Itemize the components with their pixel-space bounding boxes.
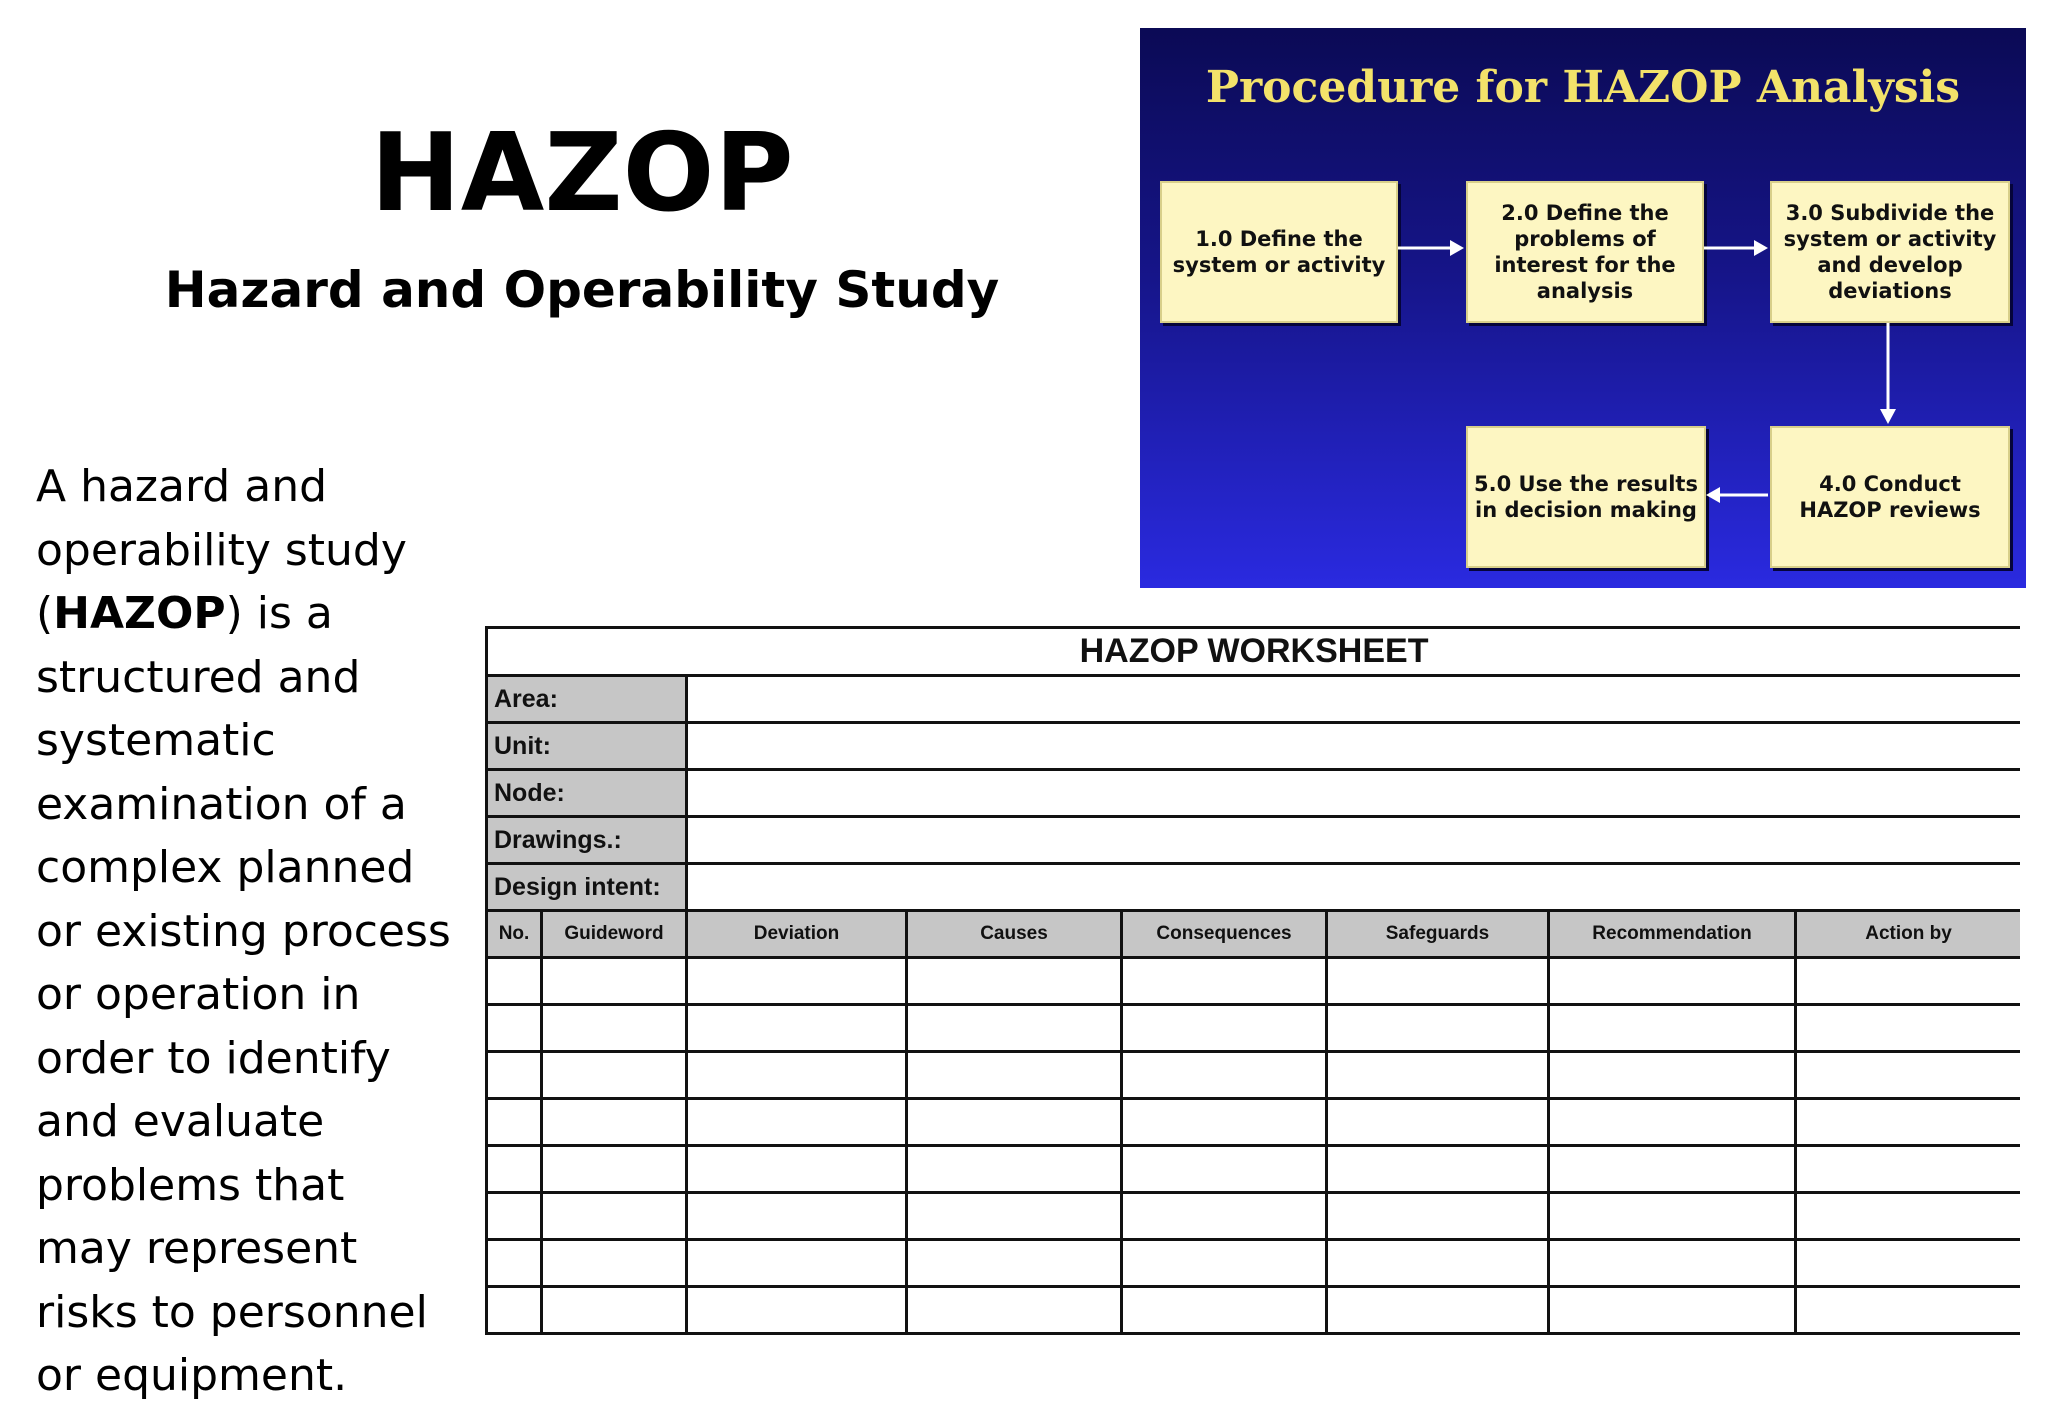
table-cell[interactable] (1327, 1240, 1549, 1287)
table-cell[interactable] (542, 958, 687, 1005)
design-intent-label: Design intent: (487, 864, 687, 911)
description-line: (HAZOP) is a (36, 588, 333, 639)
table-cell[interactable] (487, 1240, 542, 1287)
step-1-text: 1.0 Define the system or activity (1172, 227, 1386, 277)
table-cell[interactable] (1549, 1005, 1796, 1052)
column-header-causes: Causes (907, 911, 1122, 958)
procedure-panel (1140, 28, 2026, 588)
table-cell[interactable] (907, 1052, 1122, 1099)
column-header-guideword: Guideword (542, 911, 687, 958)
table-cell[interactable] (907, 1005, 1122, 1052)
step-4-text: 4.0 Conduct HAZOP reviews (1799, 472, 1981, 522)
table-cell[interactable] (687, 1193, 907, 1240)
step-5-text: 5.0 Use the results in decision making (1474, 472, 1698, 522)
table-cell[interactable] (907, 1240, 1122, 1287)
table-cell[interactable] (1549, 1099, 1796, 1146)
worksheet-table (485, 626, 2020, 1335)
table-cell[interactable] (907, 1146, 1122, 1193)
table-cell[interactable] (687, 1005, 907, 1052)
procedure-title: Procedure for HAZOP Analysis (1205, 62, 1961, 113)
table-cell[interactable] (1796, 1287, 2021, 1334)
table-row (487, 1052, 2021, 1099)
table-cell[interactable] (1549, 1193, 1796, 1240)
description-line: order to identify (36, 1032, 391, 1084)
table-row (487, 1005, 2021, 1052)
step-3-text: 3.0 Subdivide the system or activity and develop deviations (1783, 201, 1997, 303)
table-cell[interactable] (542, 1146, 687, 1193)
table-cell[interactable] (1327, 1193, 1549, 1240)
table-cell[interactable] (1122, 1052, 1327, 1099)
table-cell[interactable] (542, 1005, 687, 1052)
unit-field[interactable] (687, 723, 2021, 770)
column-header-consequences: Consequences (1122, 911, 1327, 958)
arrow-right-icon (1704, 236, 1768, 260)
arrow-down-icon (1876, 323, 1900, 424)
table-row (487, 1193, 2021, 1240)
table-cell[interactable] (1122, 1287, 1327, 1334)
page-subtitle: Hazard and Operability Study (164, 261, 1000, 319)
description-line: problems that (36, 1159, 345, 1211)
step-4-box (1770, 426, 2010, 568)
drawings-label: Drawings.: (487, 817, 687, 864)
table-cell[interactable] (1549, 1287, 1796, 1334)
description-line: complex planned (36, 842, 415, 893)
description-line: and evaluate (36, 1096, 325, 1147)
table-cell[interactable] (687, 958, 907, 1005)
description-line: operability study (36, 524, 407, 576)
description-line: may represent (36, 1223, 358, 1274)
hazop-worksheet (485, 626, 2020, 1356)
table-cell[interactable] (1122, 1240, 1327, 1287)
table-cell[interactable] (687, 1240, 907, 1287)
step-3-box (1770, 181, 2010, 323)
table-cell[interactable] (487, 1193, 542, 1240)
table-cell[interactable] (1122, 1193, 1327, 1240)
table-cell[interactable] (1796, 958, 2021, 1005)
table-cell[interactable] (542, 1052, 687, 1099)
table-cell[interactable] (542, 1193, 687, 1240)
column-header-no: No. (487, 911, 542, 958)
description-line: systematic (36, 715, 276, 766)
table-cell[interactable] (1122, 1146, 1327, 1193)
description-line: risks to personnel (36, 1286, 428, 1338)
worksheet-title: HAZOP WORKSHEET (487, 628, 2021, 676)
table-cell[interactable] (487, 1005, 542, 1052)
design-intent-field[interactable] (687, 864, 2021, 911)
area-label: Area: (487, 676, 687, 723)
worksheet-rows (487, 958, 2021, 1334)
step-1-box (1160, 181, 1398, 323)
table-cell[interactable] (1122, 1099, 1327, 1146)
table-cell[interactable] (907, 958, 1122, 1005)
table-cell[interactable] (907, 1099, 1122, 1146)
column-header-recommendation: Recommendation (1549, 911, 1796, 958)
arrow-left-icon (1706, 483, 1768, 507)
table-cell[interactable] (1549, 958, 1796, 1005)
table-cell[interactable] (487, 1287, 542, 1334)
page-title: HAZOP (370, 111, 794, 236)
table-row (487, 1099, 2021, 1146)
table-cell[interactable] (1549, 1146, 1796, 1193)
table-cell[interactable] (487, 958, 542, 1005)
table-cell[interactable] (487, 1099, 542, 1146)
table-cell[interactable] (1796, 1146, 2021, 1193)
table-cell[interactable] (487, 1146, 542, 1193)
description-line: or operation in (36, 969, 361, 1020)
description-line: or equipment. (36, 1350, 348, 1401)
table-row (487, 958, 2021, 1005)
table-cell[interactable] (687, 1099, 907, 1146)
hazop-bold-term: HAZOP (53, 588, 226, 639)
table-cell[interactable] (687, 1146, 907, 1193)
table-cell[interactable] (1796, 1099, 2021, 1146)
description-line: examination of a (36, 778, 407, 830)
description-line: A hazard and (36, 461, 328, 512)
table-cell[interactable] (1796, 1193, 2021, 1240)
table-cell[interactable] (907, 1287, 1122, 1334)
table-cell[interactable] (1796, 1240, 2021, 1287)
table-cell[interactable] (1327, 1287, 1549, 1334)
description-line: or existing process (36, 905, 451, 957)
table-row (487, 1146, 2021, 1193)
area-field[interactable] (687, 676, 2021, 723)
table-cell[interactable] (542, 1099, 687, 1146)
table-cell[interactable] (687, 1287, 907, 1334)
column-header-action-by: Action by (1796, 911, 2021, 958)
table-cell[interactable] (1796, 1052, 2021, 1099)
table-row (487, 1240, 2021, 1287)
description-line: structured and (36, 651, 361, 703)
table-cell[interactable] (1549, 1052, 1796, 1099)
table-cell[interactable] (1327, 1005, 1549, 1052)
step-5-box (1466, 426, 1706, 568)
table-cell[interactable] (907, 1193, 1122, 1240)
table-cell[interactable] (1549, 1240, 1796, 1287)
column-header-safeguards: Safeguards (1327, 911, 1549, 958)
unit-label: Unit: (487, 723, 687, 770)
table-cell[interactable] (542, 1287, 687, 1334)
table-row (487, 1287, 2021, 1334)
column-header-deviation: Deviation (687, 911, 907, 958)
table-cell[interactable] (1122, 1005, 1327, 1052)
arrow-right-icon (1398, 236, 1464, 260)
table-cell[interactable] (1327, 1052, 1549, 1099)
node-field[interactable] (687, 770, 2021, 817)
node-label: Node: (487, 770, 687, 817)
table-cell[interactable] (1327, 958, 1549, 1005)
table-cell[interactable] (1327, 1146, 1549, 1193)
table-cell[interactable] (1327, 1099, 1549, 1146)
table-cell[interactable] (1796, 1005, 2021, 1052)
step-2-box (1466, 181, 1704, 323)
step-2-text: 2.0 Define the problems of interest for the analysis (1494, 201, 1676, 303)
table-cell[interactable] (687, 1052, 907, 1099)
table-cell[interactable] (487, 1052, 542, 1099)
table-cell[interactable] (542, 1240, 687, 1287)
hazop-description (36, 455, 466, 1408)
drawings-field[interactable] (687, 817, 2021, 864)
table-cell[interactable] (1122, 958, 1327, 1005)
